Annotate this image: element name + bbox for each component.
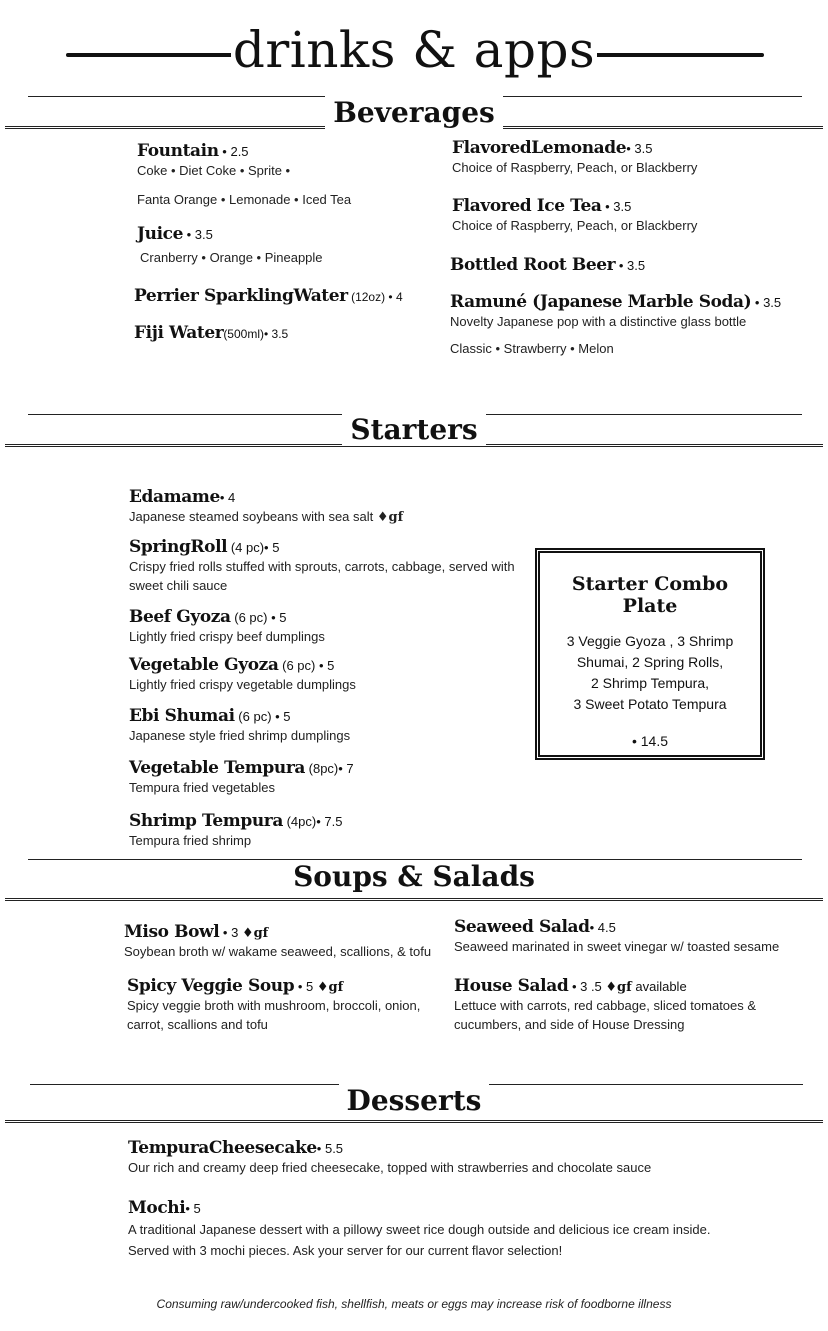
item-name: House Salad xyxy=(454,976,569,996)
item-name: Vegetable Tempura xyxy=(129,758,306,778)
menu-item-perrier xyxy=(134,286,403,306)
section-title-starters: Starters xyxy=(0,414,828,446)
menu-item-edamame xyxy=(129,487,403,527)
item-price: • 3.5 xyxy=(615,258,646,273)
menu-item-shrimp-tempura xyxy=(129,811,342,850)
item-desc-2: carrot, scallions and tofu xyxy=(127,1017,268,1032)
menu-item-house-salad xyxy=(454,976,756,1034)
item-name: Miso Bowl xyxy=(124,922,220,942)
item-name: Bottled Root Beer xyxy=(450,255,616,275)
section-title-beverages: Beverages xyxy=(0,97,828,129)
item-name: Fiji Water xyxy=(134,323,224,343)
menu-item-miso-bowl xyxy=(124,922,431,961)
item-desc: Japanese style fried shrimp dumplings xyxy=(129,728,351,743)
item-desc: Crispy fried rolls stuffed with sprouts, carrots, cabbage, served with xyxy=(129,559,515,574)
item-price: (12oz) • 4 xyxy=(347,290,403,304)
item-name: Shrimp Tempura xyxy=(129,811,283,831)
page-title: drinks & apps xyxy=(232,21,596,79)
combo-title: Starter Combo Plate xyxy=(571,573,729,617)
item-desc: Cranberry • Orange • Pineapple xyxy=(140,250,323,265)
item-price: • 3 xyxy=(219,925,242,940)
item-price: • 3.5 xyxy=(183,227,213,242)
item-desc-2: Served with 3 mochi pieces. Ask your server for our current flavor selection! xyxy=(128,1243,563,1258)
menu-item-vegetable-tempura xyxy=(129,758,354,797)
item-availability: available xyxy=(631,979,687,994)
item-desc: Lightly fried crispy beef dumplings xyxy=(129,629,325,644)
item-desc: Japanese steamed soybeans with sea salt xyxy=(129,509,377,524)
item-name: Ebi Shumai xyxy=(129,706,235,726)
combo-line: 3 Veggie Gyoza , 3 Shrimp xyxy=(566,633,734,649)
combo-line: 2 Shrimp Tempura, xyxy=(590,675,709,691)
menu-item-beef-gyoza xyxy=(129,607,325,646)
item-name: TempuraCheesecake xyxy=(128,1138,317,1158)
item-desc: Lightly fried crispy vegetable dumplings xyxy=(129,677,356,692)
combo-plate-box xyxy=(535,548,765,760)
gluten-free-badge: ♦gf xyxy=(241,926,269,941)
combo-line: 3 Sweet Potato Tempura xyxy=(573,696,727,712)
item-desc: Tempura fried shrimp xyxy=(129,833,252,848)
item-price: • 2.5 xyxy=(218,144,249,159)
item-name: Flavored Ice Tea xyxy=(452,196,602,216)
menu-item-root-beer xyxy=(450,255,645,275)
item-desc: Seaweed marinated in sweet vinegar w/ toasted sesame xyxy=(454,939,780,954)
item-name: Seaweed Salad xyxy=(454,917,590,937)
gluten-free-badge: ♦gf xyxy=(605,980,632,995)
item-price: • 4 xyxy=(219,490,236,505)
item-desc: A traditional Japanese dessert with a pillowy sweet rice dough outside and delicious ice cream inside. xyxy=(128,1222,711,1237)
item-name: Ramuné (Japanese Marble Soda) xyxy=(450,292,752,312)
item-name: SpringRoll xyxy=(129,537,228,557)
item-desc: Choice of Raspberry, Peach, or Blackberry xyxy=(452,160,698,175)
item-name: Beef Gyoza xyxy=(129,607,231,627)
item-price: • 3.5 xyxy=(626,141,653,156)
item-price: (6 pc) • 5 xyxy=(234,709,291,724)
item-name: Mochi xyxy=(128,1198,186,1218)
item-price: • 5.5 xyxy=(316,1141,344,1156)
item-desc: Spicy veggie broth with mushroom, broccoli, onion, xyxy=(127,998,421,1013)
menu-item-fiji xyxy=(134,323,288,343)
item-name: Spicy Veggie Soup xyxy=(127,976,295,996)
item-desc-2: Classic • Strawberry • Melon xyxy=(450,341,614,356)
item-desc: Our rich and creamy deep fried cheesecake, topped with strawberries and chocolate sauce xyxy=(128,1160,652,1175)
item-name: Juice xyxy=(137,224,184,244)
combo-description xyxy=(550,631,750,715)
section-rule-bottom xyxy=(5,898,823,901)
item-name: Vegetable Gyoza xyxy=(129,655,279,675)
menu-item-seaweed-salad xyxy=(454,917,779,956)
item-desc-2: cucumbers, and side of House Dressing xyxy=(454,1017,685,1032)
item-desc: Coke • Diet Coke • Sprite • xyxy=(137,163,291,178)
item-price: • 3.5 xyxy=(751,295,782,310)
section-title-desserts: Desserts xyxy=(0,1085,828,1117)
menu-item-ice-tea xyxy=(452,196,697,235)
gluten-free-badge: ♦gf xyxy=(316,980,344,995)
menu-item-vegetable-gyoza xyxy=(129,655,356,694)
menu-item-tempura-cheesecake xyxy=(128,1138,651,1177)
menu-item-ebi-shumai xyxy=(129,706,350,745)
item-name: Fountain xyxy=(137,141,219,161)
item-price: • 5 xyxy=(185,1201,201,1216)
item-price: • 4.5 xyxy=(589,920,616,935)
menu-item-mochi xyxy=(128,1198,710,1260)
item-price: (4pc)• 7.5 xyxy=(282,814,343,829)
health-disclaimer: Consuming raw/undercooked fish, shellfish, meats or eggs may increase risk of foodborne illness xyxy=(156,1297,672,1311)
item-desc: Choice of Raspberry, Peach, or Blackberry xyxy=(452,218,698,233)
item-price: (8pc)• 7 xyxy=(305,761,354,776)
item-price: • 5 xyxy=(294,979,317,994)
menu-item-fountain xyxy=(137,141,351,209)
item-desc: Lettuce with carrots, red cabbage, sliced tomatoes & xyxy=(454,998,757,1013)
item-price: • 3 .5 xyxy=(568,979,606,994)
menu-item-spicy-veggie-soup xyxy=(127,976,420,1034)
combo-line: Shumai, 2 Spring Rolls, xyxy=(576,654,724,670)
item-name: Perrier SparklingWater xyxy=(134,286,348,306)
item-price: • 3.5 xyxy=(601,199,632,214)
section-rule-bottom xyxy=(5,1120,823,1123)
item-desc-2: Fanta Orange • Lemonade • Iced Tea xyxy=(137,192,352,207)
section-title-soups-salads: Soups & Salads xyxy=(0,861,828,893)
menu-item-lemonade xyxy=(452,138,697,177)
item-price: (6 pc) • 5 xyxy=(278,658,335,673)
item-price: (6 pc) • 5 xyxy=(230,610,287,625)
combo-price: • 14.5 xyxy=(631,733,669,749)
item-desc: Novelty Japanese pop with a distinctive glass bottle xyxy=(450,314,747,329)
gluten-free-badge: ♦gf xyxy=(376,510,404,525)
item-price: (500ml)• 3.5 xyxy=(223,327,289,341)
item-desc: Tempura fried vegetables xyxy=(129,780,275,795)
menu-item-ramune xyxy=(450,292,781,358)
item-desc: Soybean broth w/ wakame seaweed, scallions, & tofu xyxy=(124,944,432,959)
menu-item-juice xyxy=(137,224,323,267)
item-name: FlavoredLemonade xyxy=(452,138,627,158)
item-name: Edamame xyxy=(129,487,220,507)
menu-item-spring-roll xyxy=(129,537,515,595)
item-desc-2: sweet chili sauce xyxy=(129,578,228,593)
item-price: (4 pc)• 5 xyxy=(227,540,280,555)
